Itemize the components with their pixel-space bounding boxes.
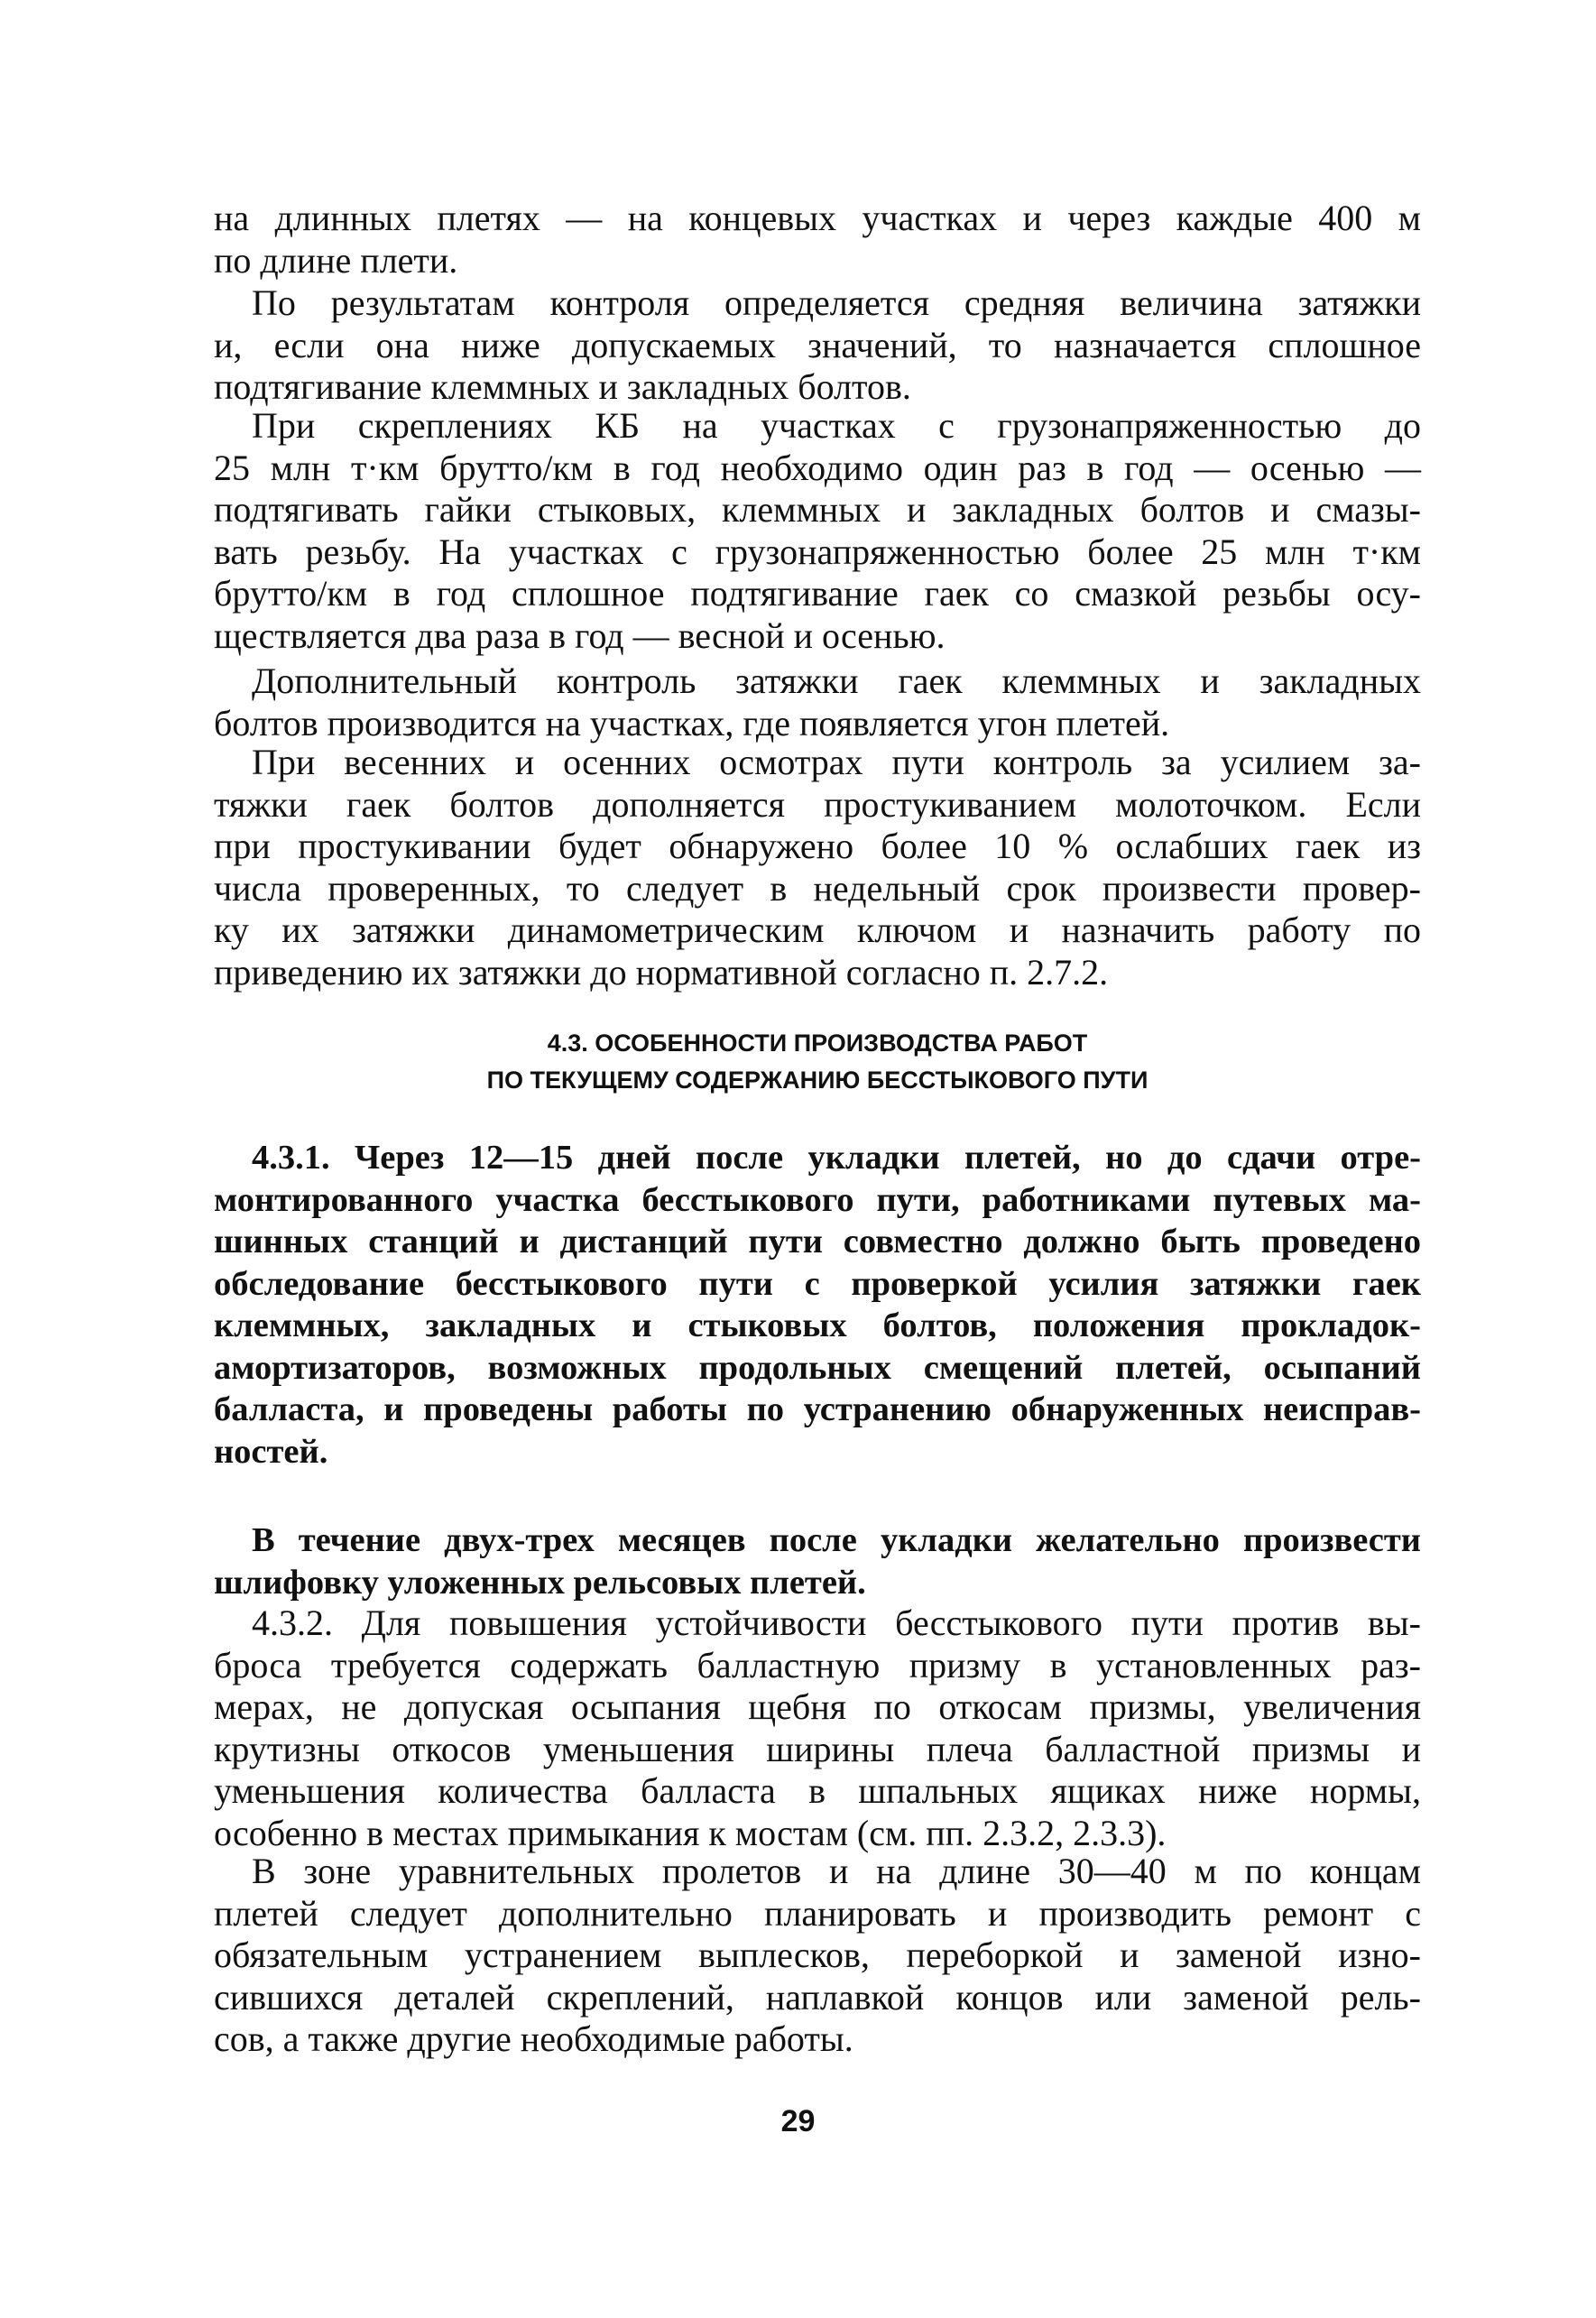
text-line: шинных станций и дистанций пути совместно должно быть проведено [214,1223,1421,1261]
paragraph [214,742,1421,993]
paragraph [214,282,1421,409]
text-line: подтягивать гайки стыковых, клеммных и закладных болтов и смазы- [214,489,1421,530]
text-line: обследование бесстыкового пути с проверкой усилия затяжки гаек [214,1264,1421,1303]
text-line: обязательным устранением выплесков, переборкой и заменой изно- [214,1935,1421,1975]
text-line: шлифовку уложенных рельсовых плетей. [214,1563,866,1602]
text-line: сившихся деталей скреплений, наплавкой концов или заменой рель- [214,1976,1421,2018]
text-line: балласта, и проведены работы по устранению обнаруженных неисправ- [214,1390,1421,1428]
paragraph [214,198,1421,282]
paragraph [214,660,1421,744]
text-line: 4.3.2. Для повышения устойчивости бесстыкового пути против вы- [252,1602,1421,1643]
text-line: подтягивание клеммных и закладных болтов. [214,366,911,407]
text-line: В течение двух-трех месяцев после укладки желательно произвести [252,1521,1421,1559]
paragraph [214,1602,1421,1854]
text-line: При скреплениях КБ на участках с грузонапряженностью до [252,405,1421,446]
section-heading-line-2: ПО ТЕКУЩЕМУ СОДЕРЖАНИЮ БЕССТЫКОВОГО ПУТИ [486,1067,1149,1094]
text-line: брутто/км в год сплошное подтягивание гаек со смазкой резьбы осу- [214,573,1421,614]
text-line: особенно в местах примыкания к мостам (см. пп. 2.3.2, 2.3.3). [214,1812,1167,1853]
paragraph [214,1851,1421,2061]
text-line: тяжки гаек болтов дополняется простукиванием молоточком. Если [214,783,1421,825]
text-line: плетей следует дополнительно планировать и производить ремонт с [214,1892,1421,1934]
text-line: крутизны откосов уменьшения ширины плеча балластной призмы и [214,1728,1421,1769]
text-line: 4.3.1. Через 12—15 дней после укладки плетей, но до сдачи отре- [252,1139,1421,1177]
text-line: и, если она ниже допускаемых значений, то назначается сплошное [214,324,1421,365]
paragraph [214,1519,1421,1603]
text-line: вать резьбу. На участках с грузонапряженностью более 25 млн т·км [214,531,1421,572]
text-line: при простукивании будет обнаружено более 10 % ослабших гаек из [214,826,1421,866]
text-line: броса требуется содержать балластную призму в установленных раз- [214,1644,1421,1685]
text-line: 25 млн т·км брутто/км в год необходимо один раз в год — осенью — [214,447,1421,488]
text-line: монтированного участка бесстыкового пути, работниками путевых ма- [214,1180,1421,1219]
text-line: клеммных, закладных и стыковых болтов, положения прокладок- [214,1307,1421,1344]
text-line: По результатам контроля определяется средняя величина затяжки [252,282,1421,323]
paragraph [214,1137,1421,1473]
section-heading-line-1: 4.3. ОСОБЕННОСТИ ПРОИЗВОДСТВА РАБОТ [547,1030,1088,1057]
text-line: мерах, не допуская осыпания щебня по откосам призмы, увеличения [214,1686,1421,1727]
paragraph [214,405,1421,657]
text-line: числа проверенных, то следует в недельный срок произвести провер- [214,867,1421,909]
text-line: болтов производится на участках, где появляется угон плетей. [214,702,1170,743]
text-line: по длине плети. [214,239,458,281]
text-line: В зоне уравнительных пролетов и на длине 30—40 м по концам [252,1851,1421,1891]
section-heading [214,1025,1421,1099]
text-line: ку их затяжки динамометрическим ключом и назначить работу по [214,910,1421,950]
text-line: приведению их затяжки до нормативной согласно п. 2.7.2. [214,951,1109,993]
page-number: 29 [780,2104,816,2138]
text-line: сов, а также другие необходимые работы. [214,2018,853,2059]
text-line: уменьшения количества балласта в шпальных ящиках ниже нормы, [214,1770,1421,1811]
text-line: амортизаторов, возможных продольных смещений плетей, осыпаний [214,1348,1421,1387]
text-line: ществляется два раза в год — весной и осенью. [214,614,946,656]
text-line: ностей. [214,1432,328,1471]
text-line: При весенних и осенних осмотрах пути контроль за усилием за- [252,742,1421,782]
text-line: Дополнительный контроль затяжки гаек клеммных и закладных [252,660,1421,701]
text-line: на длинных плетях — на концевых участках и через каждые 400 м [214,198,1421,238]
